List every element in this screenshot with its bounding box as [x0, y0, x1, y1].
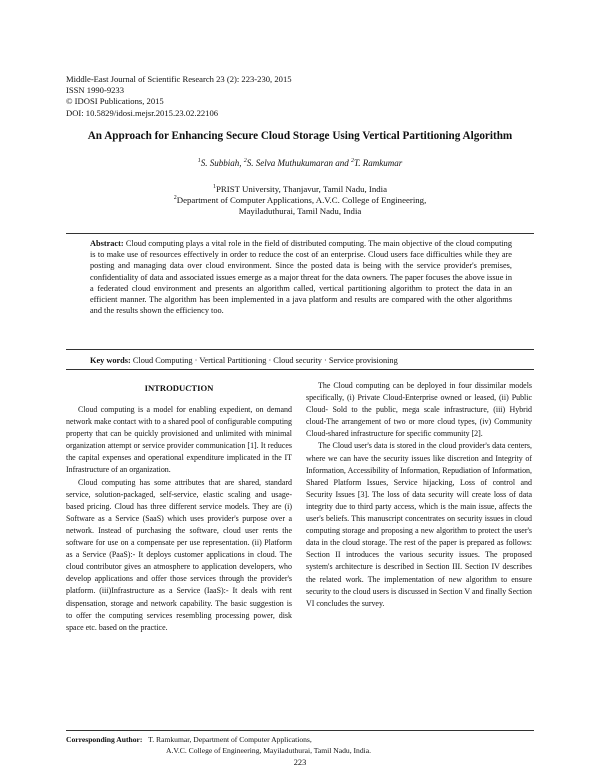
journal-citation: Middle-East Journal of Scientific Research 23 (2): 223-230, 2015: [66, 74, 292, 84]
keywords-text: Cloud Computing · Vertical Partitioning · Cloud security · Service provisioning: [132, 356, 398, 365]
corresponding-line-2: A.V.C. College of Engineering, Mayiladuthurai, Tamil Nadu, India.: [166, 745, 372, 755]
author-2: S. Selva Muthukumaran and: [246, 158, 349, 168]
corresponding-label: Corresponding Author:: [66, 735, 143, 744]
keywords: [90, 356, 512, 365]
journal-header: [66, 74, 292, 119]
doi: DOI: 10.5829/idosi.mejsr.2015.23.02.22106: [66, 107, 219, 118]
author-3-sup: 2: [350, 158, 354, 164]
affiliation-2-line2: Mayiladuthurai, Tamil Nadu, India: [238, 206, 362, 217]
author-list: [0, 158, 600, 168]
keywords-bottom-rule: [66, 369, 534, 370]
author-1: S. Subbiah,: [200, 158, 242, 168]
intro-left-paragraph-1: Cloud computing is a model for enabling expedient, on demand network make contact with to a shared pool of configurable computing property that can be quickly provisioned and unlimited with minimal organization attempt or service provider communication [1]. It reduces the capital expenses and operational expenditure implicated in the IT Infrastructure of an organization.: [66, 405, 292, 475]
affiliation-2-sup: 2: [173, 195, 177, 202]
issn: ISSN 1990-9233: [66, 85, 125, 96]
affiliation-2-text: Department of Computer Applications, A.V.C. College of Engineering,: [176, 195, 427, 206]
affiliation-1-sup: 1: [213, 184, 217, 191]
corresponding-author: [66, 735, 371, 756]
right-column: [306, 380, 532, 610]
paper-title: An Approach for Enhancing Secure Cloud Storage Using Vertical Partitioning Algorithm: [87, 130, 513, 142]
abstract: [90, 238, 512, 316]
affiliation-1: [0, 184, 600, 195]
keywords-top-rule: [66, 349, 534, 350]
author-2-sup: 2: [243, 158, 247, 164]
affiliation-2: [0, 195, 600, 206]
keywords-label: Key words:: [90, 356, 131, 365]
affiliations: [0, 184, 600, 218]
affiliation-1-text: PRIST University, Thanjavur, Tamil Nadu, India: [216, 184, 387, 194]
abstract-text: Cloud computing plays a vital role in the field of distributed computing. The main objective of the cloud computing is to make use of resources effectively in order to reduce the cost of an enterprise. Cloud users face difficulties while they are posting and managing data over cloud environment. Since the posted data is being with the service provider's premises, confidentiality of data and associated issues emerge as a major threat for the data owners. The paper focuses the above issue in a federated cloud environment and presents an algorithm called, vertical partitioning algorithm to protect the data in an efficient manner. The algorithm has been implemented in a java platform and results are compared with the other algorithms and the results shown the efficiency too.: [90, 239, 512, 316]
introduction-heading: INTRODUCTION: [144, 383, 214, 393]
abstract-label: Abstract:: [90, 239, 124, 248]
author-3: T. Ramkumar: [353, 158, 403, 168]
intro-left-paragraph-2: Cloud computing has some attributes that are shared, standard service, solution-packaged, self-service, elastic scaling and usage-based pricing. Cloud has three different service models. They are (i) Software as a Service (SaaS) which uses provider's purpose over a network. Instead of purchasing the software, cloud user rents the software for use on a compensate per use representation. (ii) Platform as a Service (PaaS):- It deploys customer applications in cloud. The cloud contributor gives an atmosphere to application developers, who develop applications and offer those services through the provider's platform. (iii)Infrastructure as a Service (IaaS):- It deals with rent dispensation, storage and network capability. The basic suggestion is to offer the computing services resembling processing power, disk space etc. based on the practice.: [66, 477, 292, 632]
footer-rule: [66, 730, 534, 731]
page-number: 223: [293, 758, 307, 767]
author-1-sup: 1: [197, 158, 201, 164]
abstract-top-rule: [66, 233, 534, 234]
intro-right-paragraph-2: The Cloud user's data is stored in the cloud provider's data centers, where we can have the security issues like discretion and Integrity of Information, Accessibility of Information, Repudiation of Information, Shared Platform Issues, Service hijacking, Loss of control and Security Issues [3]. The loss of data security will create loss of data integrity due to third party access, which is the main issue, affects the user's beliefs. This manuscript concentrates on security issues in cloud computing storage and proposing a new algorithm to protect the user's data in the cloud storage. The rest of the paper is prepared as follows: Section II introduces the various security issues. The proposed system's architecture is described in Section III. Section IV describes the related work. The implementation of new algorithm to ensure security to the cloud users is discussed in Section V and finally Section VI concludes the survey.: [306, 441, 532, 608]
intro-right-paragraph-1: The Cloud computing can be deployed in four dissimilar models specifically, (i) Private Cloud-Enterprise owned or leased, (ii) Public Cloud- Sold to the public, mega scale infrastructure, (iii) Hybrid cloud-The arrangement of two or more cloud types, (iv) Community Cloud-shared infrastructure for specific community [2].: [306, 381, 532, 439]
corresponding-text-1: T. Ramkumar, Department of Computer Applications,: [148, 735, 312, 744]
left-column: [66, 404, 292, 634]
copyright: © IDOSI Publications, 2015: [66, 96, 164, 107]
corresponding-line-1: [66, 735, 371, 746]
